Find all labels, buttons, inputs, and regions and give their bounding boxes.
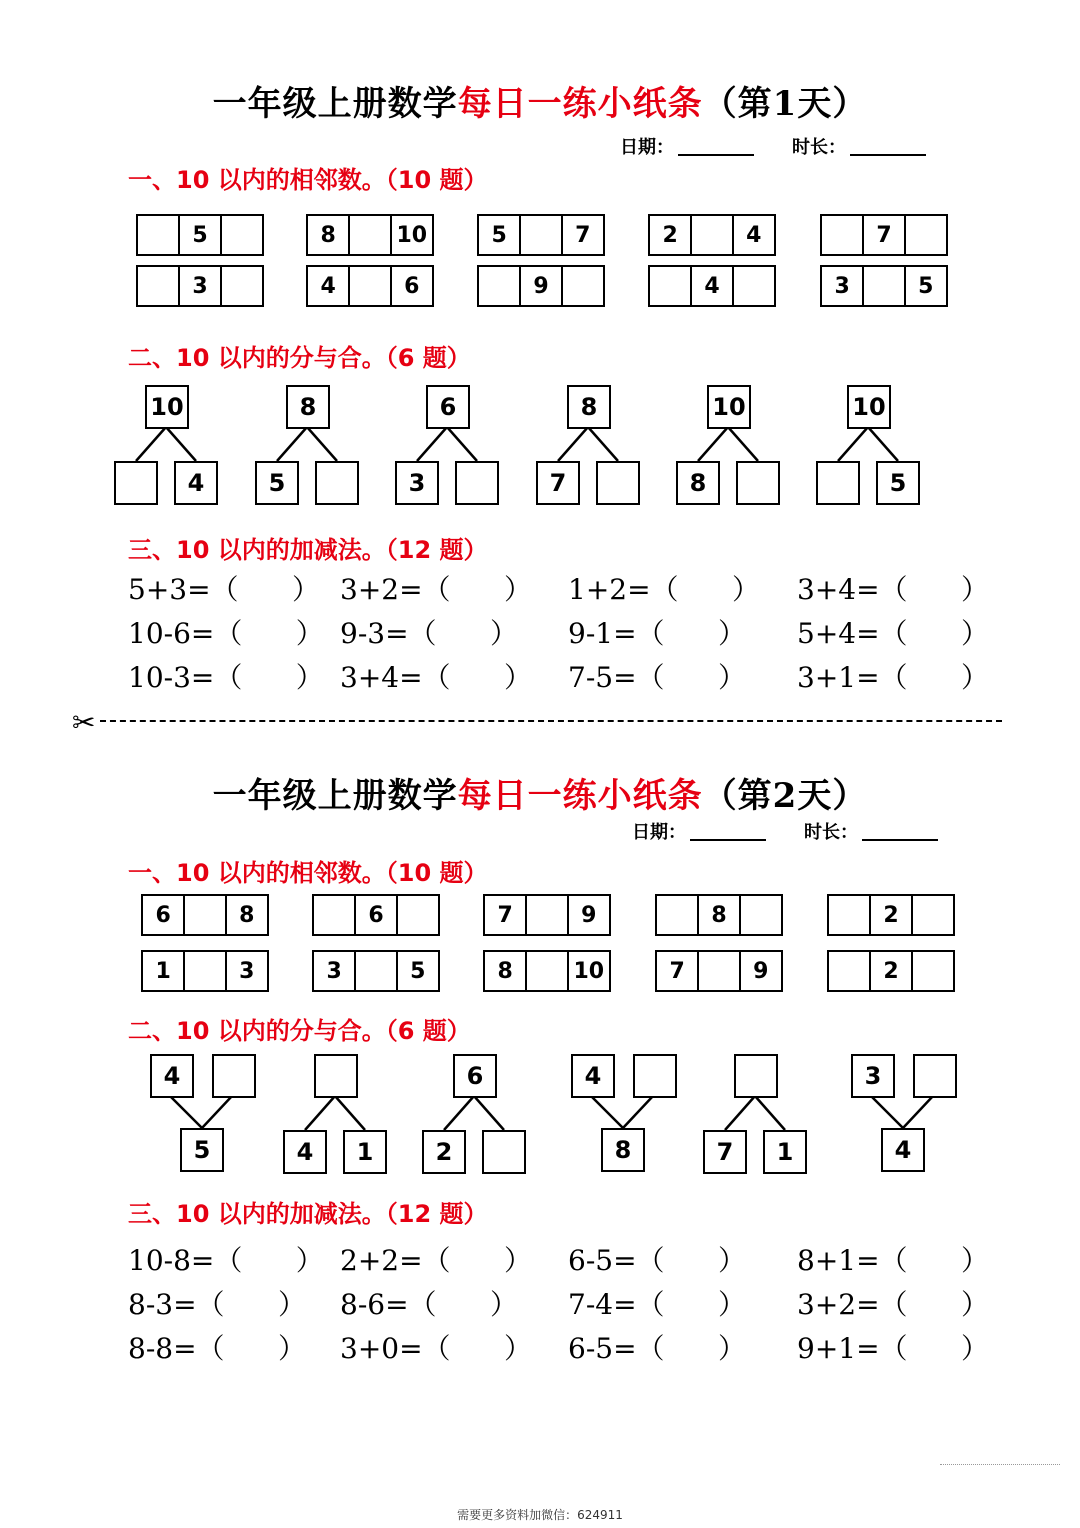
given-number: 5 xyxy=(477,214,521,256)
given-number: 6 xyxy=(426,385,470,429)
equation[interactable]: 10-6=（ ） xyxy=(128,617,324,650)
answer-box[interactable] xyxy=(220,214,264,256)
given-number: 3 xyxy=(395,461,439,505)
adjacent-row xyxy=(312,894,440,936)
answer-box[interactable] xyxy=(183,950,227,992)
number-bond xyxy=(676,383,806,503)
given-number: 3 xyxy=(225,950,269,992)
date-field[interactable] xyxy=(690,839,766,841)
duration-label: 时长： xyxy=(804,822,858,843)
adjacent-row xyxy=(141,894,269,936)
number-bond xyxy=(536,383,666,503)
date-field[interactable] xyxy=(678,154,754,156)
adjacent-row xyxy=(648,265,776,307)
answer-box[interactable] xyxy=(455,461,499,505)
answer-box[interactable] xyxy=(734,1054,778,1098)
number-bond xyxy=(395,383,525,503)
equation[interactable]: 9+1=（ ） xyxy=(797,1332,989,1365)
answer-box[interactable] xyxy=(911,950,955,992)
answer-box[interactable] xyxy=(348,214,392,256)
title-black: 一年级上册数学 xyxy=(212,84,458,124)
number-bond xyxy=(142,1052,272,1172)
given-number: 8 xyxy=(225,894,269,936)
answer-box[interactable] xyxy=(732,265,776,307)
adjacent-row xyxy=(306,214,434,256)
given-number: 6 xyxy=(390,265,434,307)
answer-box[interactable] xyxy=(911,894,955,936)
number-bond xyxy=(703,1052,833,1172)
equation[interactable]: 1+2=（ ） xyxy=(568,573,760,606)
number-bond xyxy=(843,1052,973,1172)
answer-box[interactable] xyxy=(212,1054,256,1098)
adjacent-row xyxy=(136,214,264,256)
answer-box[interactable] xyxy=(690,214,734,256)
equation[interactable]: 6-5=（ ） xyxy=(568,1332,746,1365)
given-number: 3 xyxy=(820,265,864,307)
equation[interactable]: 8+1=（ ） xyxy=(797,1244,989,1277)
given-number: 7 xyxy=(655,950,699,992)
adjacent-row xyxy=(827,894,955,936)
given-number: 7 xyxy=(862,214,906,256)
equation[interactable]: 9-1=（ ） xyxy=(568,617,746,650)
answer-box[interactable] xyxy=(525,950,569,992)
given-number: 8 xyxy=(601,1128,645,1172)
given-number: 10 xyxy=(567,950,611,992)
given-number: 5 xyxy=(178,214,222,256)
answer-box[interactable] xyxy=(136,214,180,256)
given-number: 3 xyxy=(851,1054,895,1098)
answer-box[interactable] xyxy=(136,265,180,307)
day2-meta xyxy=(632,818,938,844)
answer-box[interactable] xyxy=(519,214,563,256)
given-number: 9 xyxy=(567,894,611,936)
given-number: 4 xyxy=(881,1128,925,1172)
given-number: 10 xyxy=(847,385,891,429)
day1-title xyxy=(0,76,1080,125)
equation[interactable]: 7-5=（ ） xyxy=(568,661,746,694)
answer-box[interactable] xyxy=(183,894,227,936)
equation[interactable]: 8-8=（ ） xyxy=(128,1332,306,1365)
answer-box[interactable] xyxy=(477,265,521,307)
adjacent-row xyxy=(477,214,605,256)
given-number: 4 xyxy=(690,265,734,307)
answer-box[interactable] xyxy=(220,265,264,307)
given-number: 8 xyxy=(567,385,611,429)
day2-section-arith: 三、10 以内的加减法。（12 题） xyxy=(128,1200,488,1228)
given-number: 7 xyxy=(703,1130,747,1174)
day1-meta xyxy=(620,133,926,159)
given-number: 2 xyxy=(869,950,913,992)
adjacent-row xyxy=(483,950,611,992)
number-bond xyxy=(422,1052,552,1172)
equation[interactable]: 5+3=（ ） xyxy=(128,573,320,606)
adjacent-row xyxy=(820,265,948,307)
number-bond xyxy=(283,1052,413,1172)
adjacent-row xyxy=(136,265,264,307)
given-number: 4 xyxy=(283,1130,327,1174)
given-number: 10 xyxy=(390,214,434,256)
adjacent-row xyxy=(306,265,434,307)
day2-section-adjacent: 一、10 以内的相邻数。（10 题） xyxy=(128,859,488,887)
day2-section-compose: 二、10 以内的分与合。（6 题） xyxy=(128,1017,471,1045)
answer-box[interactable] xyxy=(633,1054,677,1098)
date-label: 日期： xyxy=(620,137,674,158)
day1-section-compose: 二、10 以内的分与合。（6 题） xyxy=(128,344,471,372)
given-number: 2 xyxy=(869,894,913,936)
scissors-icon: ✂ xyxy=(72,706,96,739)
answer-box[interactable] xyxy=(482,1130,526,1174)
equation[interactable]: 10-8=（ ） xyxy=(128,1244,324,1277)
equation[interactable]: 3+4=（ ） xyxy=(340,661,532,694)
equation[interactable]: 7-4=（ ） xyxy=(568,1288,746,1321)
title-black: 一年级上册数学 xyxy=(212,776,458,816)
answer-box[interactable] xyxy=(561,265,605,307)
given-number: 6 xyxy=(354,894,398,936)
adjacent-row xyxy=(141,950,269,992)
given-number: 7 xyxy=(536,461,580,505)
answer-box[interactable] xyxy=(525,894,569,936)
given-number: 3 xyxy=(178,265,222,307)
adjacent-row xyxy=(648,214,776,256)
given-number: 1 xyxy=(763,1130,807,1174)
answer-box[interactable] xyxy=(315,461,359,505)
given-number: 5 xyxy=(396,950,440,992)
equation[interactable]: 3+4=（ ） xyxy=(797,573,989,606)
given-number: 4 xyxy=(150,1054,194,1098)
answer-box[interactable] xyxy=(314,1054,358,1098)
answer-box[interactable] xyxy=(114,461,158,505)
given-number: 6 xyxy=(141,894,185,936)
answer-box[interactable] xyxy=(596,461,640,505)
corner-dotted-line xyxy=(940,1464,1060,1465)
given-number: 2 xyxy=(422,1130,466,1174)
equation[interactable]: 10-3=（ ） xyxy=(128,661,324,694)
equation[interactable]: 9-3=（ ） xyxy=(340,617,518,650)
footer-note: 需要更多资料加微信：624911 xyxy=(457,1508,623,1522)
given-number: 1 xyxy=(141,950,185,992)
answer-box[interactable] xyxy=(736,461,780,505)
number-bond xyxy=(114,383,244,503)
answer-box[interactable] xyxy=(396,894,440,936)
given-number: 4 xyxy=(732,214,776,256)
answer-box[interactable] xyxy=(697,950,741,992)
given-number: 5 xyxy=(255,461,299,505)
number-bond xyxy=(255,383,385,503)
number-bond xyxy=(816,383,946,503)
given-number: 4 xyxy=(174,461,218,505)
adjacent-row xyxy=(820,214,948,256)
answer-box[interactable] xyxy=(348,265,392,307)
given-number: 10 xyxy=(707,385,751,429)
adjacent-row xyxy=(312,950,440,992)
adjacent-row xyxy=(655,950,783,992)
number-bond xyxy=(563,1052,693,1172)
given-number: 5 xyxy=(876,461,920,505)
answer-box[interactable] xyxy=(913,1054,957,1098)
adjacent-row xyxy=(827,950,955,992)
given-number: 9 xyxy=(739,950,783,992)
given-number: 3 xyxy=(312,950,356,992)
given-number: 8 xyxy=(697,894,741,936)
given-number: 9 xyxy=(519,265,563,307)
given-number: 5 xyxy=(180,1128,224,1172)
title-suffix: （第2天） xyxy=(702,776,868,816)
given-number: 7 xyxy=(483,894,527,936)
answer-box[interactable] xyxy=(648,265,692,307)
adjacent-row xyxy=(477,265,605,307)
answer-box[interactable] xyxy=(827,950,871,992)
answer-box[interactable] xyxy=(904,214,948,256)
equation[interactable]: 2+2=（ ） xyxy=(340,1244,532,1277)
day1-section-adjacent: 一、10 以内的相邻数。（10 题） xyxy=(128,166,488,194)
equation[interactable]: 8-3=（ ） xyxy=(128,1288,306,1321)
title-suffix: （第1天） xyxy=(702,84,868,124)
given-number: 7 xyxy=(561,214,605,256)
adjacent-row xyxy=(655,894,783,936)
given-number: 8 xyxy=(306,214,350,256)
answer-box[interactable] xyxy=(312,894,356,936)
given-number: 4 xyxy=(306,265,350,307)
equation[interactable]: 3+2=（ ） xyxy=(797,1288,989,1321)
answer-box[interactable] xyxy=(816,461,860,505)
answer-box[interactable] xyxy=(655,894,699,936)
equation[interactable]: 5+4=（ ） xyxy=(797,617,989,650)
day1-section-arith: 三、10 以内的加减法。（12 题） xyxy=(128,536,488,564)
duration-label: 时长： xyxy=(792,137,846,158)
given-number: 4 xyxy=(571,1054,615,1098)
answer-box[interactable] xyxy=(820,214,864,256)
cut-line xyxy=(100,720,1002,722)
given-number: 8 xyxy=(676,461,720,505)
answer-box[interactable] xyxy=(827,894,871,936)
given-number: 10 xyxy=(145,385,189,429)
adjacent-row xyxy=(483,894,611,936)
answer-box[interactable] xyxy=(862,265,906,307)
day2-title xyxy=(0,768,1080,817)
equation[interactable]: 3+0=（ ） xyxy=(340,1332,532,1365)
duration-field[interactable] xyxy=(862,839,938,841)
date-label: 日期： xyxy=(632,822,686,843)
given-number: 8 xyxy=(286,385,330,429)
given-number: 5 xyxy=(904,265,948,307)
title-red: 每日一练小纸条 xyxy=(457,84,703,124)
answer-box[interactable] xyxy=(354,950,398,992)
equation[interactable]: 3+1=（ ） xyxy=(797,661,989,694)
answer-box[interactable] xyxy=(739,894,783,936)
title-red: 每日一练小纸条 xyxy=(457,776,703,816)
equation[interactable]: 8-6=（ ） xyxy=(340,1288,518,1321)
equation[interactable]: 3+2=（ ） xyxy=(340,573,532,606)
given-number: 1 xyxy=(343,1130,387,1174)
given-number: 8 xyxy=(483,950,527,992)
duration-field[interactable] xyxy=(850,154,926,156)
given-number: 6 xyxy=(453,1054,497,1098)
given-number: 2 xyxy=(648,214,692,256)
equation[interactable]: 6-5=（ ） xyxy=(568,1244,746,1277)
